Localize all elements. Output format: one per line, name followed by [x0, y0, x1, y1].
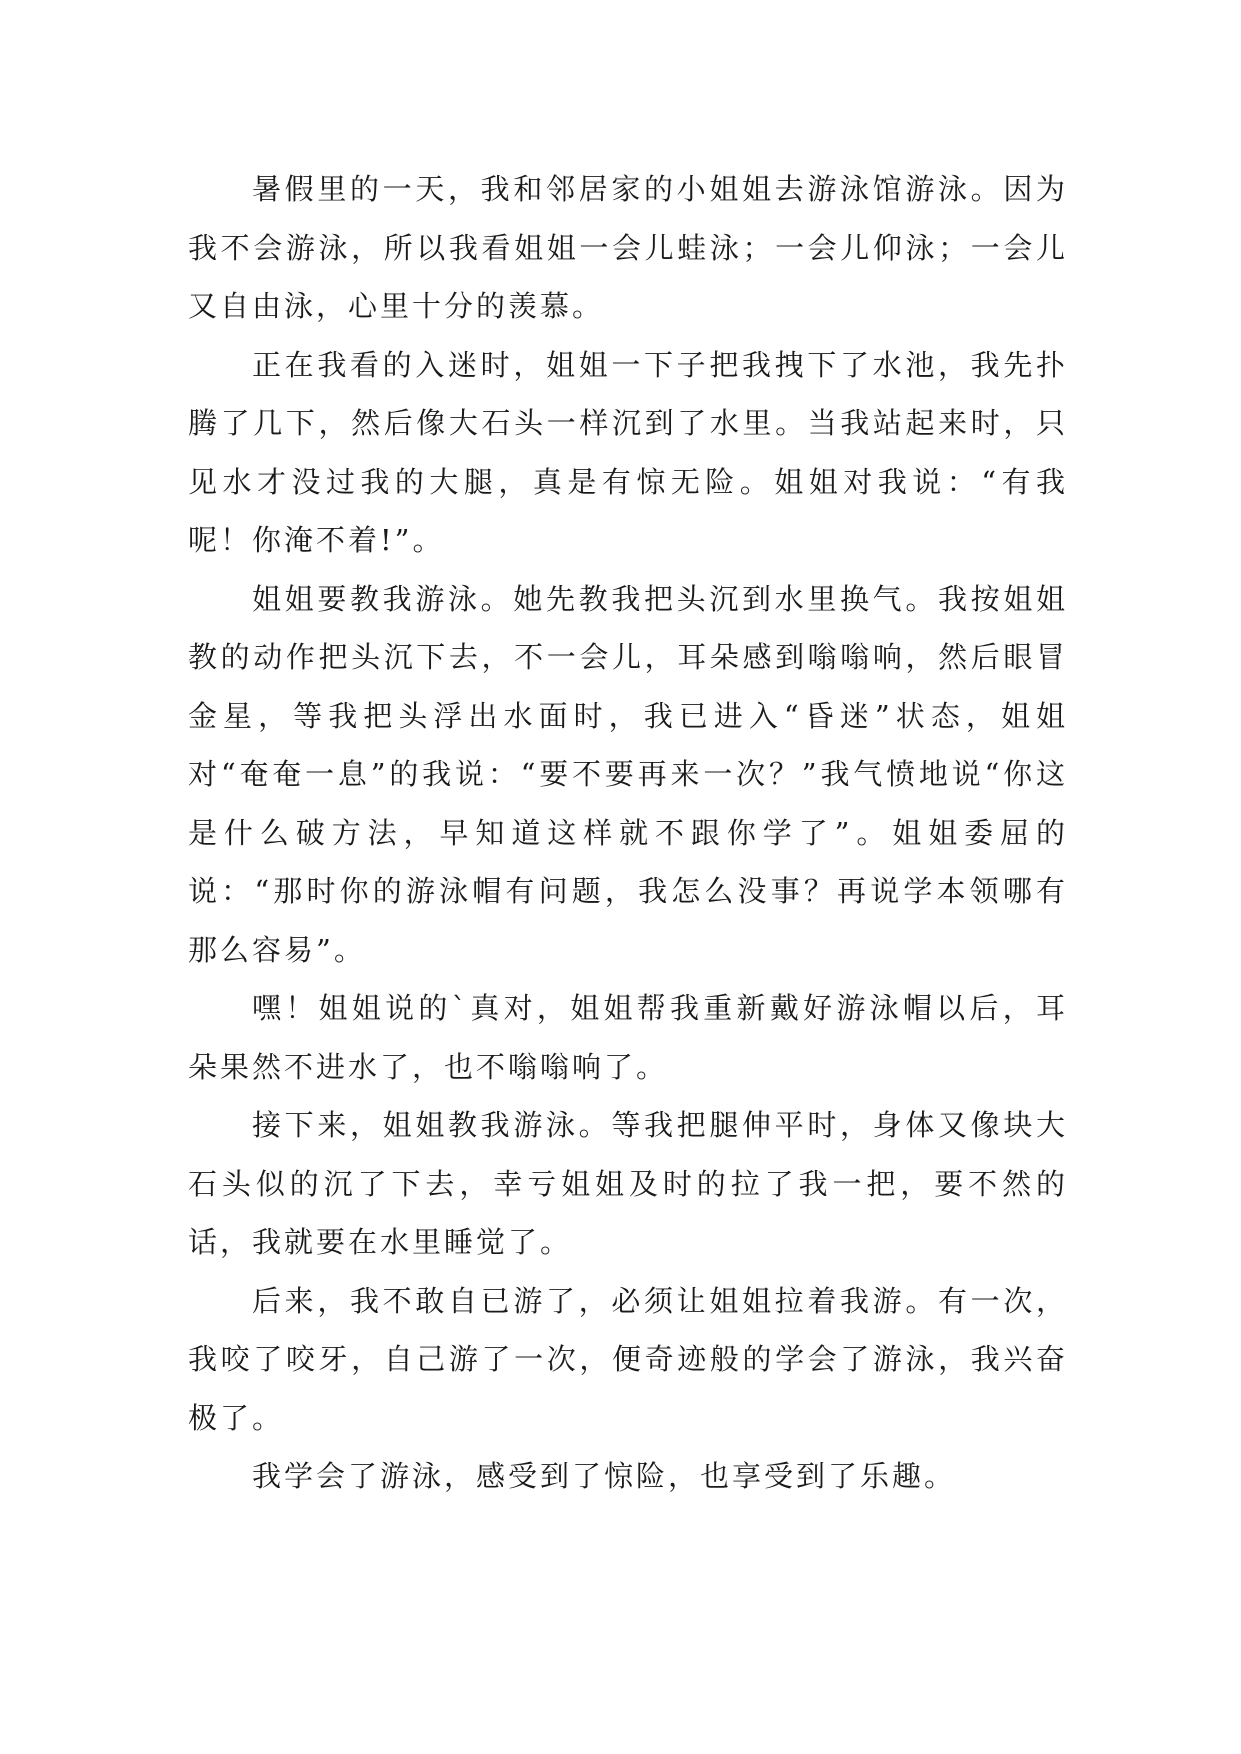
document-body [188, 160, 1068, 1506]
paragraph: 接下来，姐姐教我游泳。等我把腿伸平时，身体又像块大石头似的沉了下去，幸亏姐姐及时的拉了我一把，要不然的话，我就要在水里睡觉了。 [188, 1108, 1068, 1259]
paragraph: 正在我看的入迷时，姐姐一下子把我拽下了水池，我先扑腾了几下，然后像大石头一样沉到了水里。当我站起来时，只见水才没过我的大腿，真是有惊无险。姐姐对我说：“有我呢！你淹不着!”。 [188, 347, 1068, 557]
paragraph: 我学会了游泳，感受到了惊险，也享受到了乐趣。 [252, 1459, 957, 1493]
paragraph: 姐姐要教我游泳。她先教我把头沉到水里换气。我按姐姐教的动作把头沉下去，不一会儿，耳朵感到嗡嗡响，然后眼冒金星，等我把头浮出水面时，我已进入“昏迷”状态，姐姐对“奄奄一息”的我说：“要不要再来一次？”我气愤地说“你这是什么破方法，早知道这样就不跟你学了”。姐姐委屈的说：“那时你的游泳帽有问题，我怎么没事？再说学本领哪有那么容易”。 [188, 581, 1068, 967]
paragraph: 嘿！姐姐说的`真对，姐姐帮我重新戴好游泳帽以后，耳朵果然不进水了，也不嗡嗡响了。 [188, 991, 1068, 1084]
paragraph: 后来，我不敢自已游了，必须让姐姐拉着我游。有一次，我咬了咬牙，自己游了一次，便奇迹般的学会了游泳，我兴奋极了。 [188, 1283, 1068, 1435]
paragraph: 暑假里的一天，我和邻居家的小姐姐去游泳馆游泳。因为我不会游泳，所以我看姐姐一会儿蛙泳；一会儿仰泳；一会儿又自由泳，心里十分的羡慕。 [188, 172, 1068, 323]
